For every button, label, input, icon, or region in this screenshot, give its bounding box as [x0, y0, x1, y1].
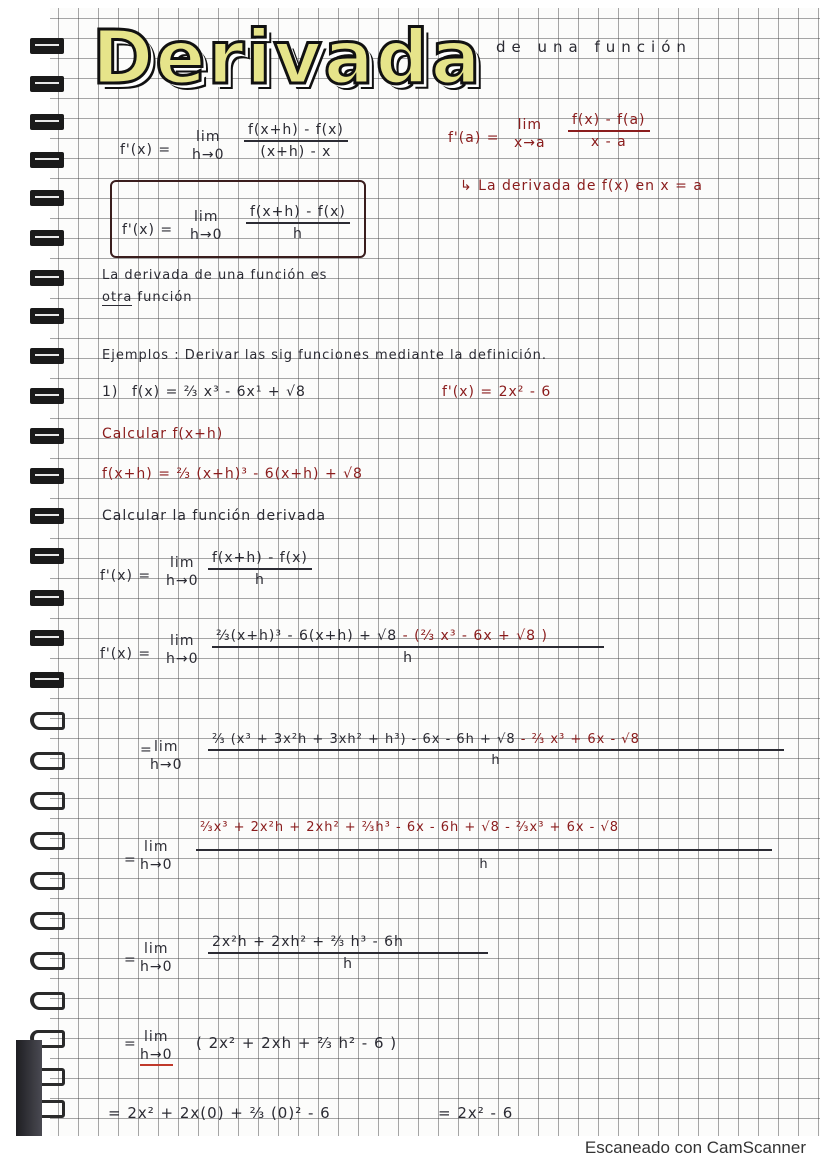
numerator: f(x+h) - f(x)	[244, 122, 348, 142]
spiral-ring	[30, 590, 70, 612]
lim-label: lim	[154, 739, 179, 755]
def-at-a-note: ↳ La derivada de f(x) en x = a	[460, 178, 703, 194]
spiral-ring	[30, 508, 70, 530]
numerator: f(x) - f(a)	[568, 112, 650, 132]
spiral-ring	[30, 348, 70, 370]
spiral-ring	[30, 872, 70, 894]
lim-subscript: h→0	[140, 857, 173, 873]
boxed-def-limit	[190, 208, 223, 244]
example-1-function: f(x) = ⅔ x³ - 6x¹ + √8	[132, 384, 306, 400]
note-line-2	[102, 290, 193, 305]
spiral-ring	[30, 752, 70, 774]
step-6-limit	[140, 940, 173, 976]
numerator-part: ⅔ (x³ + 3x²h + 3xh² + h³) - 6x - 6h + √8	[212, 732, 516, 747]
numerator: f(x+h) - f(x)	[208, 550, 312, 570]
lim-label: lim	[196, 129, 221, 145]
camscanner-watermark: Escaneado con CamScanner	[584, 1138, 806, 1157]
underlined-word: otra	[102, 290, 133, 305]
lim-subscript: x→a	[514, 135, 546, 151]
spiral-ring	[30, 38, 70, 60]
denominator: (x+h) - x	[260, 144, 332, 160]
lim-subscript: h→0	[166, 573, 199, 589]
spiral-ring	[30, 630, 70, 652]
lim-subscript: h→0	[166, 651, 199, 667]
def-at-a-fraction	[568, 112, 650, 150]
step-4-limit	[150, 738, 183, 774]
example-1-result: f'(x) = 2x² - 6	[442, 384, 552, 400]
numerator-part-red: - ⅔ x³ + 6x - √8	[515, 732, 640, 747]
denominator: h	[343, 956, 353, 972]
notebook-cover-edge	[16, 1040, 42, 1136]
def1-fraction	[244, 122, 348, 160]
spiral-ring	[30, 912, 70, 934]
lim-label: lim	[170, 555, 195, 571]
def1-limit	[192, 128, 225, 164]
lim-subscript: h→0	[150, 757, 183, 773]
spiral-ring	[30, 230, 70, 252]
lim-label: lim	[144, 839, 169, 855]
final-result: = 2x² - 6	[438, 1104, 514, 1122]
numerator: 2x²h + 2xh² + ⅔ h³ - 6h	[208, 934, 488, 954]
step-8-expression: = 2x² + 2x(0) + ⅔ (0)² - 6	[108, 1104, 331, 1122]
lim-subscript: h→0	[190, 227, 223, 243]
spiral-ring	[30, 468, 70, 490]
denominator: x - a	[590, 134, 627, 150]
step-7-expression: ( 2x² + 2xh + ⅔ h² - 6 )	[196, 1034, 398, 1052]
numerator	[212, 628, 604, 648]
spiral-ring	[30, 952, 70, 974]
step-1-expression: f(x+h) = ⅔ (x+h)³ - 6(x+h) + √8	[102, 466, 363, 482]
page-subtitle: de una función	[496, 38, 692, 56]
step-7-lhs: =	[124, 1036, 137, 1052]
spiral-ring	[30, 190, 70, 212]
boxed-def-fraction	[246, 204, 350, 242]
step-3-fraction	[212, 628, 604, 666]
spiral-ring	[30, 712, 70, 734]
numerator	[208, 732, 784, 751]
spiral-ring	[30, 548, 70, 570]
spiral-ring	[30, 308, 70, 330]
def1-lhs: f'(x) =	[120, 142, 172, 158]
lim-label: lim	[144, 941, 169, 957]
spiral-ring	[30, 428, 70, 450]
step-5-limit	[140, 838, 173, 874]
boxed-def-lhs: f'(x) =	[122, 222, 174, 238]
def-at-a-lhs: f'(a) =	[448, 130, 500, 146]
step-4-fraction	[208, 732, 784, 768]
step-2-fraction	[208, 550, 312, 588]
denominator: h	[254, 572, 265, 588]
page-title: Derivada	[92, 15, 483, 101]
step-5-lhs: =	[124, 852, 137, 868]
lim-label: lim	[144, 1029, 169, 1045]
step-2-lhs: f'(x) =	[100, 568, 152, 584]
lim-subscript: h→0	[192, 147, 225, 163]
numerator: ⅔x³ + 2x²h + 2xh² + ⅔h³ - 6x - 6h + √8 - ⅔x³ + 6x - √8	[196, 820, 772, 851]
note-line-2-rest: función	[132, 290, 193, 305]
numerator-part-red: - (⅔ x³ - 6x + √8 )	[397, 628, 548, 644]
spiral-ring	[30, 832, 70, 854]
spiral-ring	[30, 992, 70, 1014]
spiral-ring	[30, 792, 70, 814]
step-3-lhs: f'(x) =	[100, 646, 152, 662]
denominator: h	[491, 753, 501, 768]
step-6-fraction	[208, 934, 488, 972]
spiral-ring	[30, 270, 70, 292]
spiral-ring	[30, 76, 70, 98]
lim-label: lim	[170, 633, 195, 649]
example-1-label: 1)	[102, 384, 119, 400]
examples-heading: Ejemplos : Derivar las sig funciones mediante la definición.	[102, 348, 548, 363]
numerator-part: ⅔(x+h)³ - 6(x+h) + √8	[216, 628, 398, 644]
denominator: h	[403, 650, 413, 666]
step-2-label: Calcular la función derivada	[102, 508, 327, 524]
numerator: f(x+h) - f(x)	[246, 204, 350, 224]
lim-subscript: h→0	[140, 1046, 173, 1066]
step-5-fraction	[196, 820, 772, 872]
lim-label: lim	[194, 209, 219, 225]
step-4-lhs: =	[140, 742, 153, 758]
lim-label: lim	[517, 117, 543, 133]
step-3-limit	[166, 632, 199, 668]
denominator: h	[292, 226, 303, 242]
lim-subscript: h→0	[140, 959, 173, 975]
spiral-ring	[30, 152, 70, 174]
spiral-ring	[30, 388, 70, 410]
denominator: h	[479, 857, 489, 872]
step-6-lhs: =	[124, 952, 137, 968]
note-line-1: La derivada de una función es	[102, 268, 328, 283]
spiral-ring	[30, 114, 70, 136]
step-7-limit	[140, 1028, 173, 1066]
def-at-a-limit	[514, 116, 546, 152]
step-1-label: Calcular f(x+h)	[102, 426, 224, 442]
spiral-ring	[30, 672, 70, 694]
step-2-limit	[166, 554, 199, 590]
